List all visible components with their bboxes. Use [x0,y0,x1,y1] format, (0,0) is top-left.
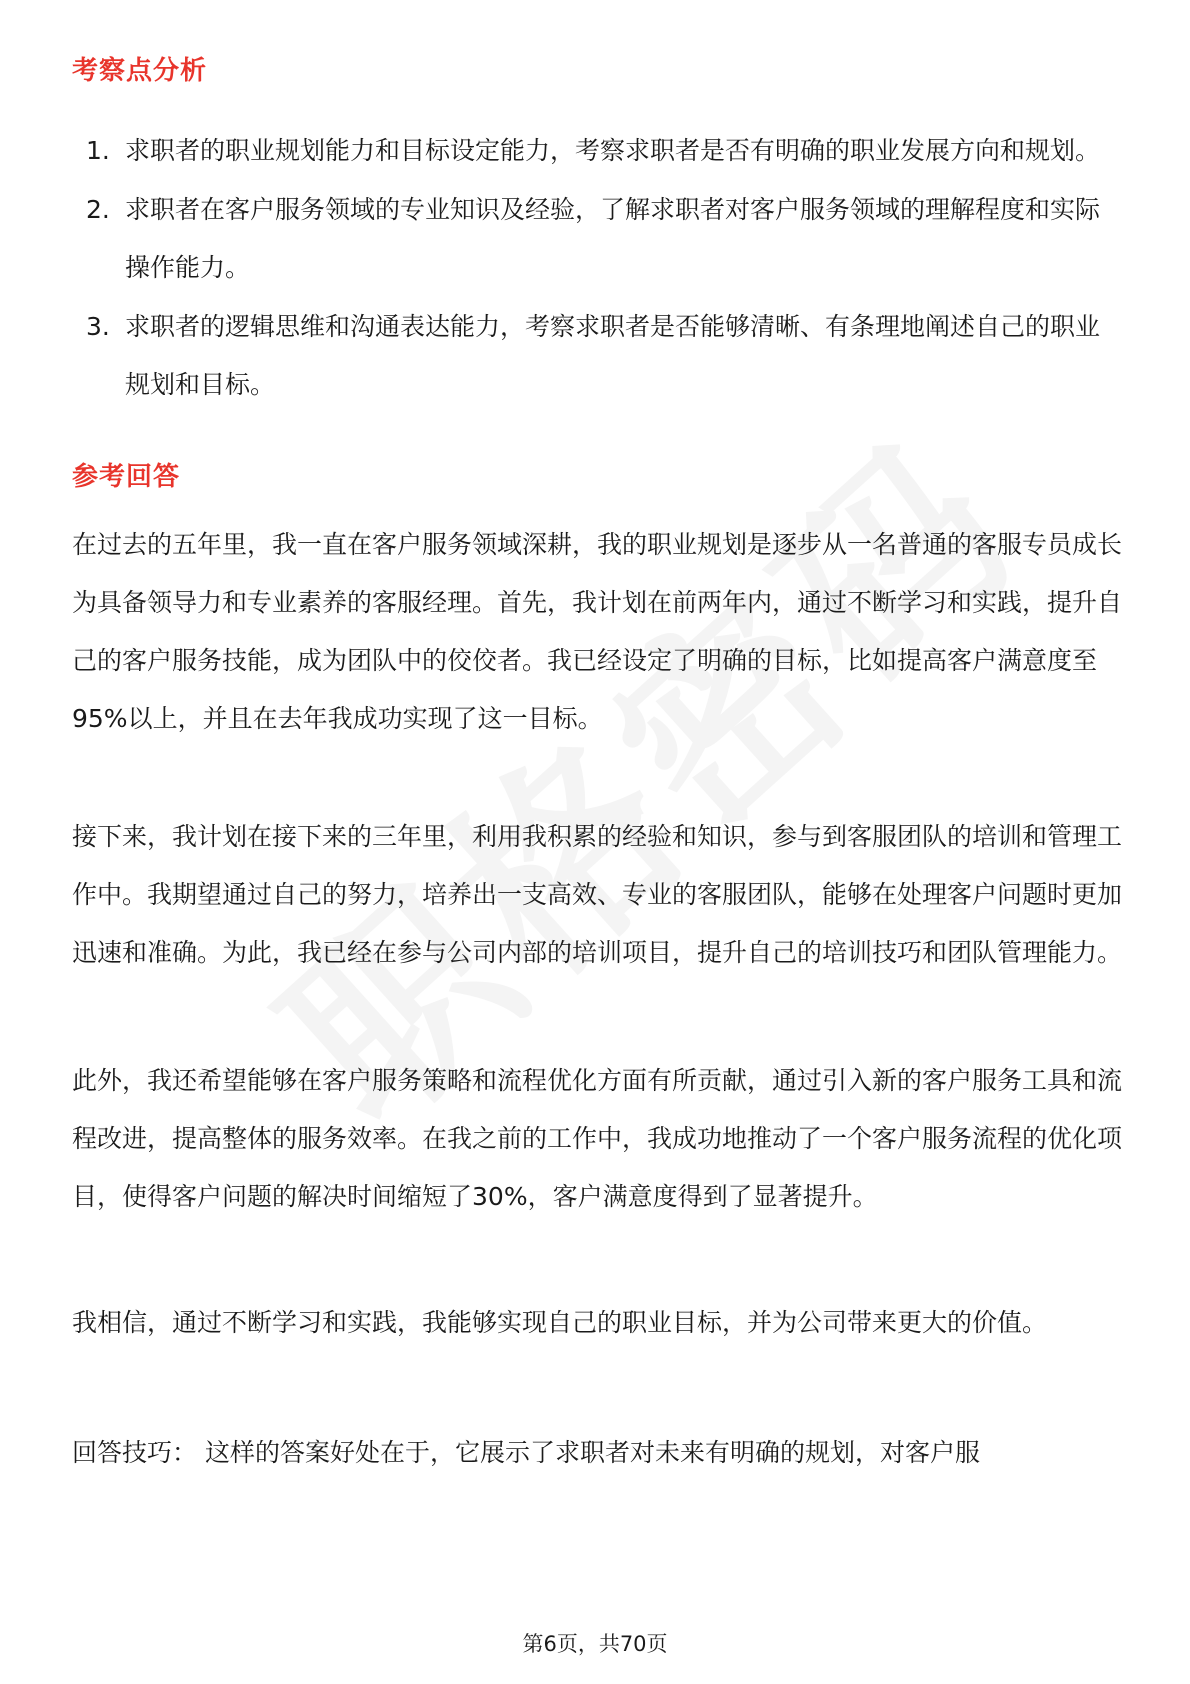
answer-paragraph: 在过去的五年里，我一直在客户服务领域深耕，我的职业规划是逐步从一名普通的客服专员成长为具备领导力和专业素养的客服经理。首先，我计划在前两年内，通过不断学习和实践，提升自己的客户服务技能，成为团队中的佼佼者。我已经设定了明确的目标，比如提高客户满意度至95%以上，并且在去年我成功实现了这一目标。 [72,530,1123,733]
list-item-text: 求职者在客户服务领域的专业知识及经验，了解求职者对客户服务领域的理解程度和实际操作能力。 [125,195,1101,282]
answer-paragraph: 此外，我还希望能够在客户服务策略和流程优化方面有所贡献，通过引入新的客户服务工具和流程改进，提高整体的服务效率。在我之前的工作中，我成功地推动了一个客户服务流程的优化项目，使得客户问题的解决时间缩短了30%，客户满意度得到了显著提升。 [72,1066,1123,1211]
list-item-number: 3. [86,312,110,341]
heading-reference: 参考回答 [72,462,181,492]
list-item [72,181,1122,297]
answer-paragraph: 我相信，通过不断学习和实践，我能够实现自己的职业目标，并为公司带来更大的价值。 [72,1308,1048,1337]
list-item [72,298,1122,414]
list-item [72,122,1122,180]
list-item-number: 1. [86,136,110,165]
answer-paragraph: 接下来，我计划在接下来的三年里，利用我积累的经验和知识，参与到客服团队的培训和管理工作中。我期望通过自己的努力，培养出一支高效、专业的客服团队，能够在处理客户问题时更加迅速和准确。为此，我已经在参与公司内部的培训项目，提升自己的培训技巧和团队管理能力。 [72,822,1123,967]
page-number: 第6页，共70页 [522,1632,668,1656]
list-item-text: 求职者的逻辑思维和沟通表达能力，考察求职者是否能够清晰、有条理地阐述自己的职业规划和目标。 [125,312,1101,399]
list-item-text: 求职者的职业规划能力和目标设定能力，考察求职者是否有明确的职业发展方向和规划。 [125,136,1101,165]
analysis-list [72,122,1122,415]
list-item-number: 2. [86,195,110,224]
answer-tips: 回答技巧： 这样的答案好处在于，它展示了求职者对未来有明确的规划，对客户服 [72,1438,980,1467]
heading-analysis: 考察点分析 [72,56,208,86]
